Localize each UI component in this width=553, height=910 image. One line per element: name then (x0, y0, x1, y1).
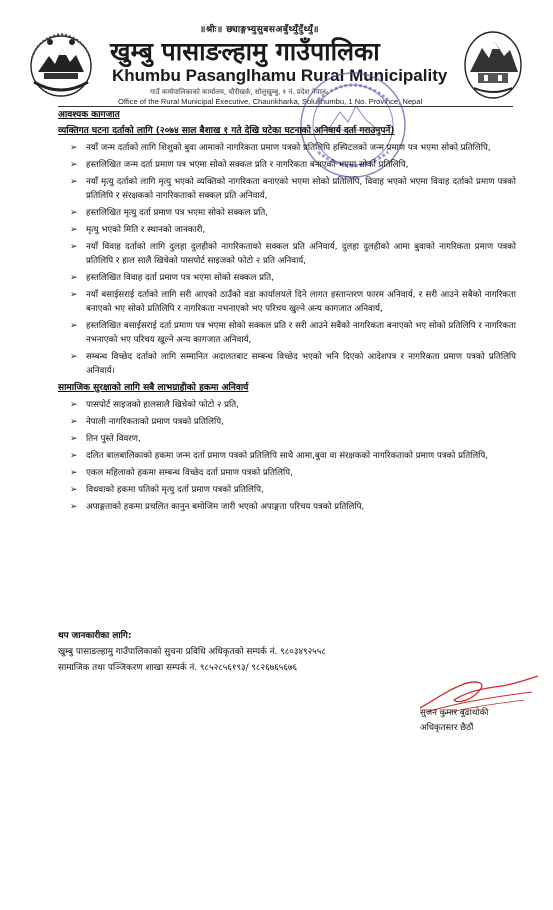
list-item: ➢ नयाँ जन्म दर्ताको लागि शिशुको बुवा आमाको नागरिकता प्रमाण पत्रको प्रतिलिपि हस्पिटलको जन्म प्रमाण पत्र भएमा सोको प्रतिलिपि, (70, 143, 491, 153)
section-heading-social-security: सामाजिक सुरक्षाको लागि सबै लाभग्राहीको हकमा अनिवार्य (58, 383, 249, 393)
header-divider (58, 106, 513, 107)
municipality-logo-icon (462, 30, 524, 100)
arrow-bullet-icon: ➢ (70, 434, 78, 444)
arrow-bullet-icon: ➢ (70, 177, 78, 187)
list-item: ➢ मृत्यु भएको मिति र स्थानको जानकारी, (70, 225, 206, 235)
arrow-bullet-icon: ➢ (70, 468, 78, 478)
contact-registration-branch: सामाजिक तथा पञ्जिकरण शाखा सम्पर्क नं. ९८५२८५६१९३/ ९८२६७६५६७६ (58, 663, 298, 673)
arrow-bullet-icon: ➢ (70, 143, 78, 153)
list-item: ➢ दलित बालबालिकाको हकमा जन्म दर्ता प्रमाण पत्रको प्रतिलिपि साथै आमा,बुवा वा संरक्षकको नागरिकताको प्रमाण पत्रको प्रतिलिपि, (70, 451, 489, 461)
list-item: ➢ नेपाली नागरिकताको प्रमाण पत्रको प्रतिलिपि, (70, 417, 224, 427)
arrow-bullet-icon: ➢ (70, 225, 78, 235)
arrow-bullet-icon: ➢ (70, 400, 78, 410)
list-item: ➢ नयाँ विवाह दर्ताको लागि दुलहा दुलहीको नागरिकताको सक्कल प्रति अनिवार्य, दुलहा दुलहीको आमा बुवाको नागरिकता प्रमाण पत्रको प्रतिलिपि र हाल सालै खिचेको पासपोर्ट साइजको फोटो २ प्रति अनिवार्य, (70, 242, 516, 266)
nepal-emblem-icon (24, 28, 98, 102)
list-item: ➢ एकल महिलाको हकमा सम्बन्ध विच्छेद दर्ता प्रमाण पत्रको प्रतिलिपि, (70, 468, 293, 478)
office-address-nepali: गाउँ कार्यपालिकाको कार्यालय, चौरीखर्क, सोलुखुम्बु, १ नं. प्रदेश नेपाल (150, 88, 326, 96)
required-documents-content (58, 108, 516, 517)
signatory-block (420, 706, 488, 736)
arrow-bullet-icon: ➢ (70, 502, 78, 512)
contact-label: थप जानकारीका लागि: (58, 631, 132, 641)
letterhead (0, 0, 553, 110)
office-address-english: Office of the Rural Municipal Executive, Chaurikharka, Solukhumbu, 1 No. Province, Nepal (118, 97, 423, 106)
arrow-bullet-icon: ➢ (70, 273, 78, 283)
list-item: ➢ विधवाको हकमा पतिको मृत्यु दर्ता प्रमाण पत्रको प्रतिलिपि, (70, 485, 264, 495)
section-heading-vital-registration: व्यक्तिगत घटना दर्ताको लागि (२०७४ साल बैशाख १ गते देखि घटेका घटनाको अनिवार्य दर्ता गराउनुपर्ने) (58, 126, 395, 136)
arrow-bullet-icon: ➢ (70, 208, 78, 218)
list-item: ➢ हस्तलिखित विवाह दर्ता प्रमाण पत्र भएमा सोको सक्कल प्रति, (70, 273, 274, 283)
contact-it-officer: खुम्बु पासाङल्हामु गाउँपालिकाको सुचना प्रविधि अधिकृतको सम्पर्क नं. ९८०३४९२५५८ (58, 647, 326, 657)
arrow-bullet-icon: ➢ (70, 290, 78, 300)
social-security-list (58, 398, 516, 514)
arrow-bullet-icon: ➢ (70, 417, 78, 427)
list-item: ➢ पासपोर्ट साइजको हालसालै खिचेको फोटो २ प्रति, (70, 400, 239, 410)
signatory-name: सुजन कुमार बुढाथोकी (420, 708, 489, 718)
contact-info (58, 628, 518, 676)
list-item: ➢ हस्तलिखित जन्म दर्ता प्रमाण पत्र भएमा सोको सक्कल प्रति र नागरिकता बनाएको भएमा सोको प्रतिलिपि, (70, 160, 409, 170)
list-item: ➢ सम्बन्ध विच्छेद दर्ताको लागि सम्मानित अदालतबाट सम्बन्ध विच्छेद भएको भनि दिएको आदेशपत्र र नागरिकता प्रमाण पत्रको प्रतिलिपि अनिवार्य। (70, 352, 516, 376)
list-item: ➢ अपाङ्गताको हकमा प्रचलित कानुन बमोजिम जारी भएको अपाङ्गता परिचय पत्रको प्रतिलिपि, (70, 502, 365, 512)
list-item: ➢ नयाँ मृत्यु दर्ताको लागि मृत्यु भएको व्यक्तिको नागरिकता बनाएको भएमा सोको प्रतिलिपि, विवाह भएको भएमा विवाह दर्ताको प्रमाण पत्रको प्रतिलिपि र संरक्षकको नागरिकताको सक्कल प्रति अनिवार्य, (70, 177, 516, 201)
arrow-bullet-icon: ➢ (70, 485, 78, 495)
municipality-title-nepali: खुम्बु पासाङल्हामु गाउँपालिका (110, 37, 380, 66)
arrow-bullet-icon: ➢ (70, 352, 78, 362)
vital-registration-list (58, 141, 516, 378)
motto-text: ॥श्रीः॥ छ्याङ्गभ्युसुबसअबुँथ्युँदुँथ्युँ॥ (200, 25, 320, 35)
arrow-bullet-icon: ➢ (70, 242, 78, 252)
arrow-bullet-icon: ➢ (70, 451, 78, 461)
signatory-title: अधिकृतस्तर छैठौं (420, 723, 474, 733)
list-item: ➢ हस्तलिखित मृत्यु दर्ता प्रमाण पत्र भएमा सोको सक्कल प्रति, (70, 208, 268, 218)
arrow-bullet-icon: ➢ (70, 321, 78, 331)
list-item: ➢ नयाँ बसाईसराई दर्ताको लागि सरी आएको ठाउँको वडा कार्यालयले दिने लागत हस्तान्तरण फारम अनिवार्य, र सरी आउने सबैको नागरिकता बनाएको भए सोको प्रतिलिपि र नागरिकता नभनाएको भए परिचय खुल्ने अन्य कागजात अनिवार्य, (70, 290, 516, 314)
list-item: ➢ तिन पुस्ते विवरण, (70, 434, 141, 444)
section-label: आवश्यक कागजात (58, 110, 120, 120)
list-item: ➢ हस्तलिखित बसाईसराई दर्ता प्रमाण पत्र भएमा सोको सक्कल प्रति र सरी आउने सबैको नागरिकता बनाएको भए सोको प्रतिलिपि र नागरिकता नभनाएको भए परिचय खुल्ने अन्य कागजात अनिवार्य, (70, 321, 516, 345)
arrow-bullet-icon: ➢ (70, 160, 78, 170)
municipality-title-english: Khumbu Pasanglhamu Rural Municipality (112, 66, 448, 85)
